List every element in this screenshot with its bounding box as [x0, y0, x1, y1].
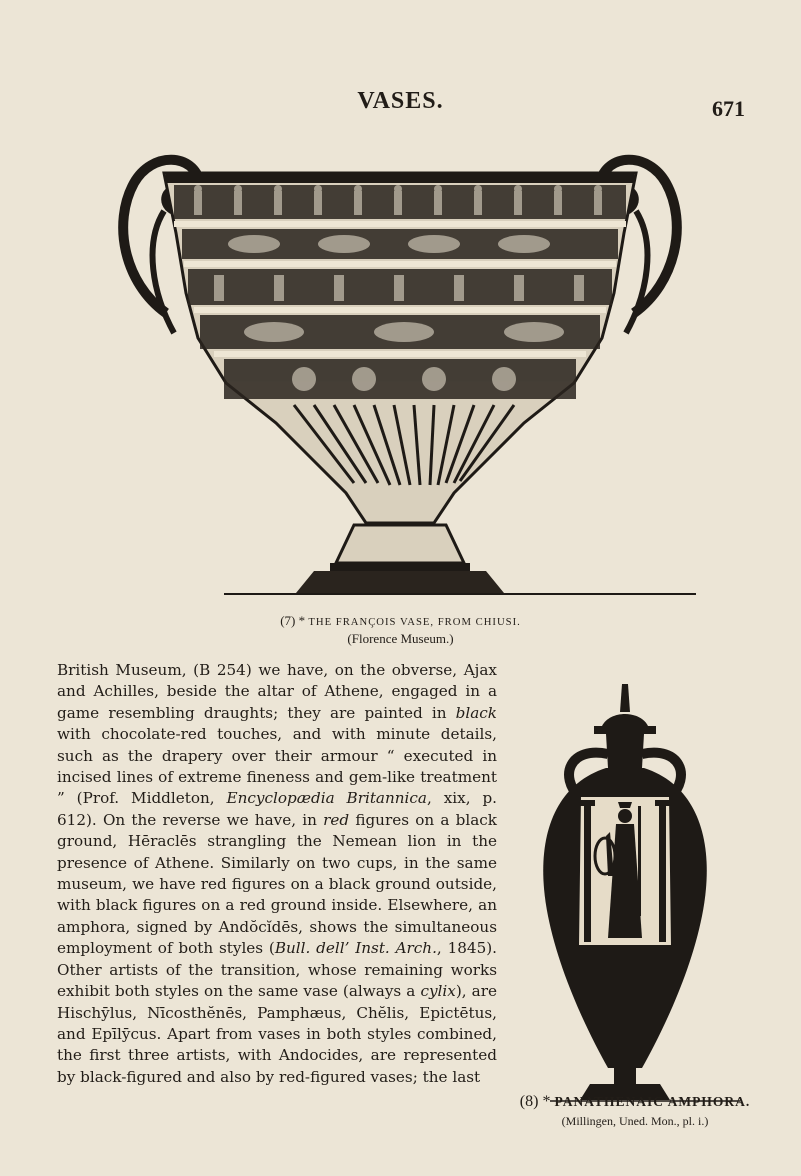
figure-8-caption: [500, 1093, 770, 1129]
figure-source: (Millingen, Uned. Mon., pl. i.): [561, 1114, 709, 1128]
figure-number: (8): [519, 1093, 539, 1110]
figure-location: (Florence Museum.): [347, 631, 454, 646]
body-text: [57, 660, 497, 1088]
page-number: 671: [712, 96, 745, 121]
figure-marker: *: [542, 1093, 551, 1110]
figure-number: (7): [280, 613, 296, 628]
panathenaic-amphora-illustration: [510, 656, 740, 1136]
figure-title: THE FRANÇOIS VASE, FROM CHIUSI.: [308, 617, 521, 628]
figure-7-caption: [0, 613, 801, 647]
figure-title: PANATHENAIC AMPHORA.: [554, 1094, 751, 1109]
figure-marker: *: [298, 613, 306, 628]
body-paragraph: British Museum, (B 254) we have, on the obverse, Ajax and Achilles, beside the altar of Athene, engaged in a game resembling draughts; they are painted in black with chocolate-red touches, and with minute details, such as the drapery over their armour “ executed in incised lines of extreme fineness and gem-like treatment ” (Prof. Middleton, Encyclopædia Britannica, xix, p. 612). On the reverse we have, in red figures on a black ground, Hēraclēs strangling the Nemean lion in the presence of Athene. Similarly on two cups, in the same museum, we have red figures on a black ground outside, with black figures on a red ground inside. Elsewhere, an amphora, signed by Andŏcĭdēs, shows the simultaneous employment of both styles (Bull. dell’ Inst. Arch., 1845). Other artists of the transition, whose remaining works exhibit both styles on the same vase (always a cylix), are Hischȳlus, Nīcosthĕnēs, Pamphæus, Chĕlis, Epictētus, and Epīlȳcus. Apart from vases in both styles combined, the first three artists, with Andocides, are represented by black-figured and also by red-figured vases; the last: [57, 661, 497, 1086]
francois-vase-illustration: [104, 133, 696, 609]
running-head: VASES.: [357, 88, 444, 114]
